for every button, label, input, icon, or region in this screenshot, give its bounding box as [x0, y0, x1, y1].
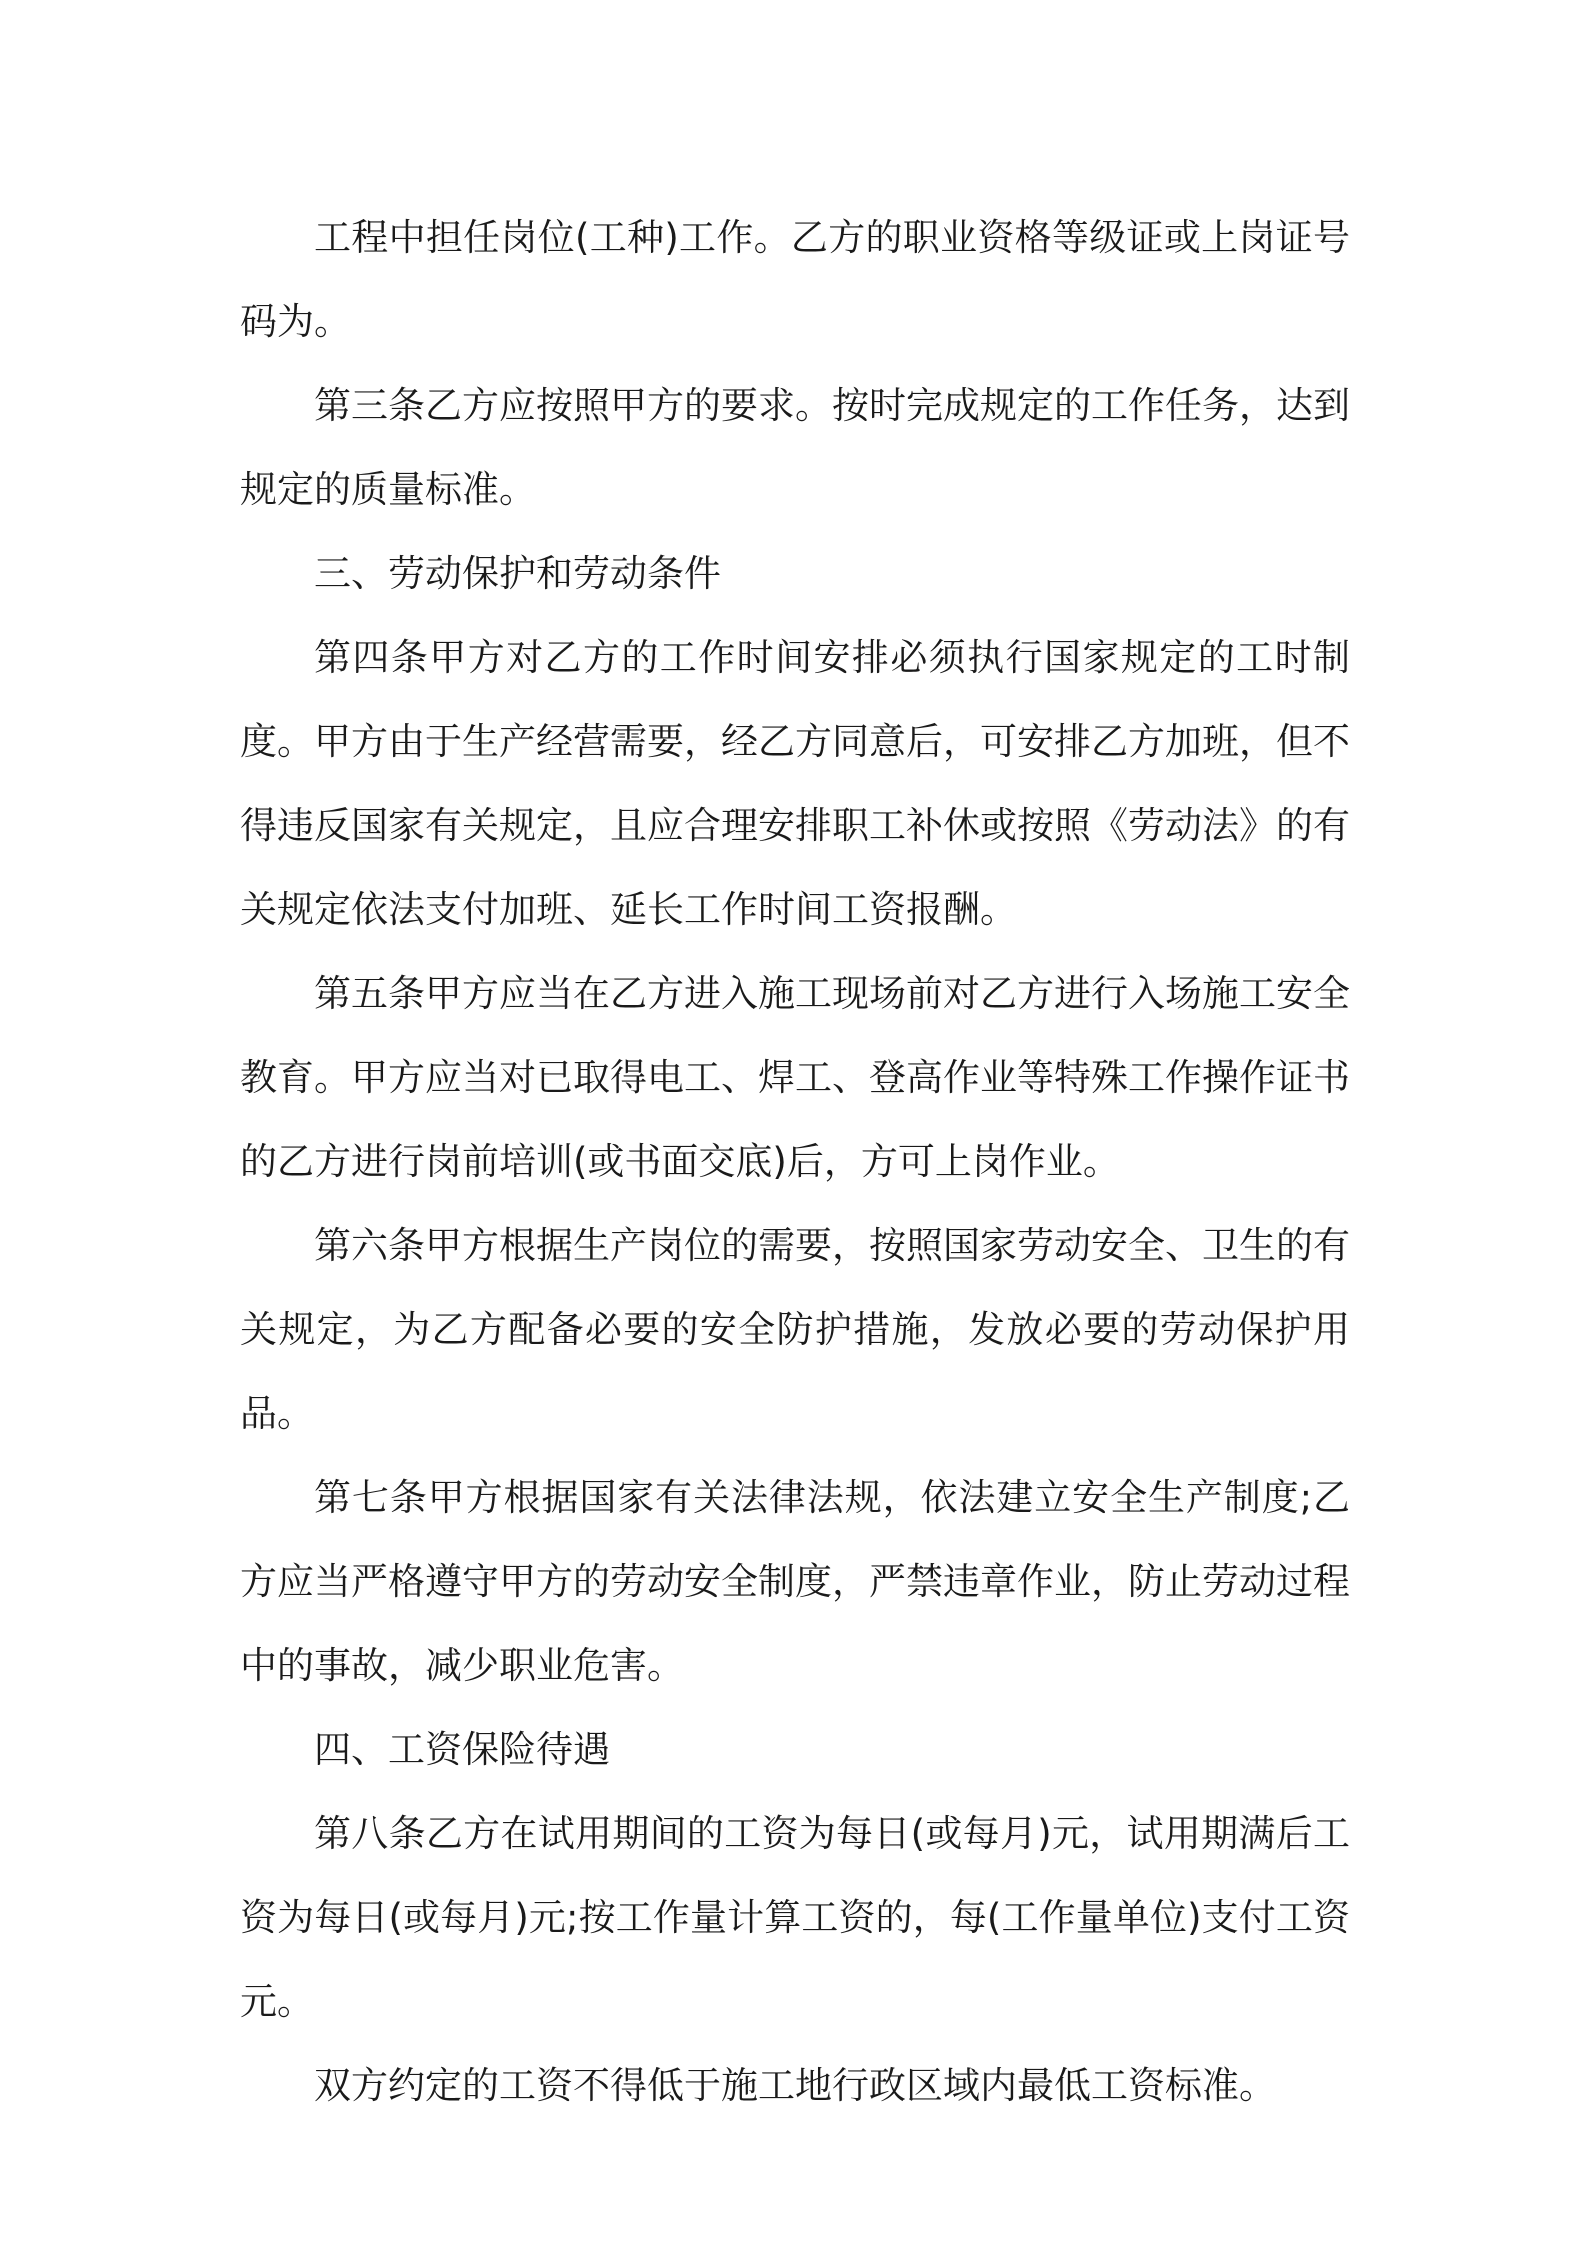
paragraph-minimum-wage: 双方约定的工资不得低于施工地行政区域内最低工资标准。 [314, 2064, 1276, 2107]
section-heading-wages-insurance: 四、工资保险待遇 [314, 1728, 610, 1771]
document-body [240, 196, 1350, 2128]
paragraph-article-3: 第三条乙方应按照甲方的要求。按时完成规定的工作任务，达到规定的质量标准。 [240, 384, 1350, 511]
section-heading-labor-protection: 三、劳动保护和劳动条件 [314, 552, 721, 595]
paragraph-article-5: 第五条甲方应当在乙方进入施工现场前对乙方进行入场施工安全教育。甲方应当对已取得电工、焊工、登高作业等特殊工作操作证书的乙方进行岗前培训(或书面交底)后，方可上岗作业。 [240, 972, 1350, 1183]
paragraph-article-8: 第八条乙方在试用期间的工资为每日(或每月)元，试用期满后工资为每日(或每月)元;按工作量计算工资的，每(工作量单位)支付工资元。 [240, 1812, 1350, 2023]
paragraph-article-6: 第六条甲方根据生产岗位的需要，按照国家劳动安全、卫生的有关规定，为乙方配备必要的安全防护措施，发放必要的劳动保护用品。 [240, 1224, 1350, 1435]
paragraph-article-7: 第七条甲方根据国家有关法律法规，依法建立安全生产制度;乙方应当严格遵守甲方的劳动安全制度，严禁违章作业，防止劳动过程中的事故，减少职业危害。 [240, 1476, 1350, 1687]
paragraph-job-position: 工程中担任岗位(工种)工作。乙方的职业资格等级证或上岗证号码为。 [240, 216, 1350, 343]
paragraph-article-4: 第四条甲方对乙方的工作时间安排必须执行国家规定的工时制度。甲方由于生产经营需要，经乙方同意后，可安排乙方加班，但不得违反国家有关规定，且应合理安排职工补休或按照《劳动法》的有关规定依法支付加班、延长工作时间工资报酬。 [240, 636, 1350, 931]
